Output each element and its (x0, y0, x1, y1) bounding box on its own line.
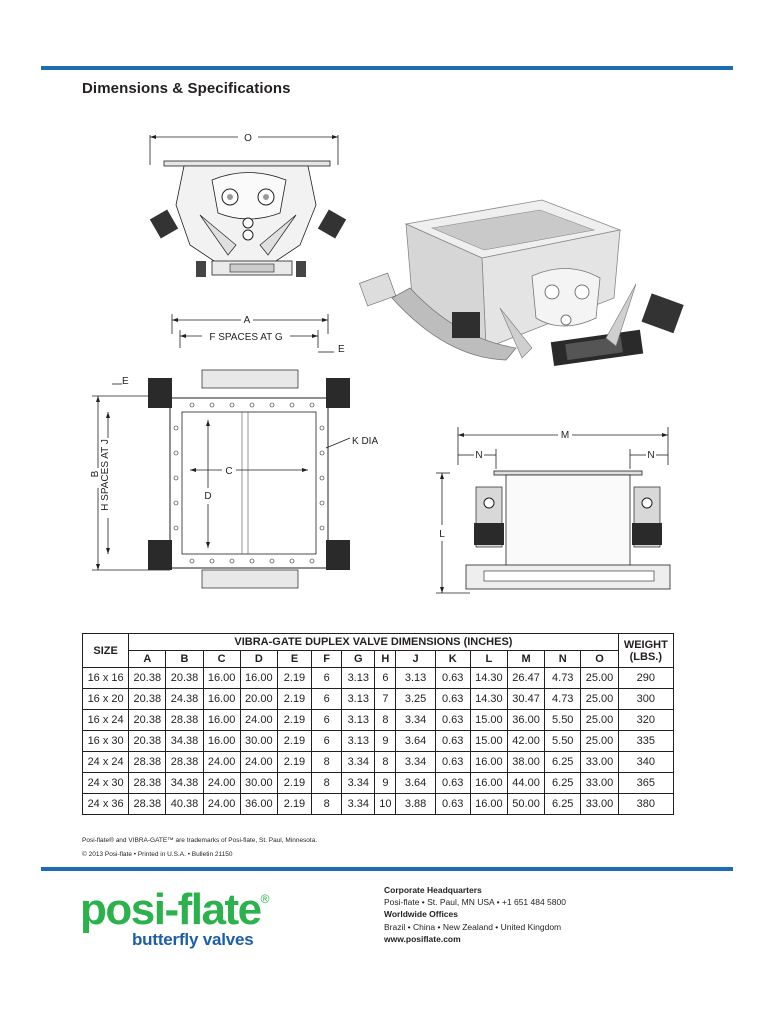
dimension-cell-a: 28.38 (129, 794, 166, 815)
dimension-cell-h: 7 (375, 689, 396, 710)
dimensions-table (82, 633, 674, 815)
dimension-cell-n: 6.25 (545, 773, 581, 794)
dimension-cell-g: 3.34 (342, 773, 375, 794)
dimension-cell-k: 0.63 (435, 794, 470, 815)
dimension-cell-o: 25.00 (581, 668, 618, 689)
table-row (83, 773, 674, 794)
column-header-m: M (507, 651, 544, 668)
weight-cell: 365 (618, 773, 673, 794)
hq-line: Posi-flate • St. Paul, MN USA • +1 651 484 5800 (384, 897, 566, 908)
dim-c-label: C (225, 466, 233, 477)
dimension-cell-g: 3.13 (342, 731, 375, 752)
dimension-cell-d: 30.00 (240, 773, 277, 794)
dimension-cell-l: 16.00 (470, 773, 507, 794)
dimension-cell-h: 9 (375, 773, 396, 794)
table-body (83, 668, 674, 815)
dimension-cell-l: 14.30 (470, 689, 507, 710)
column-header-c: C (203, 651, 240, 668)
dimension-cell-g: 3.13 (342, 710, 375, 731)
dimension-cell-c: 24.00 (203, 752, 240, 773)
dimension-cell-f: 6 (312, 668, 342, 689)
size-header: SIZE (83, 634, 129, 668)
dimension-cell-f: 6 (312, 710, 342, 731)
column-header-row (83, 651, 674, 668)
dimension-cell-n: 4.73 (545, 668, 581, 689)
dimension-cell-m: 36.00 (507, 710, 544, 731)
dimension-cell-m: 50.00 (507, 794, 544, 815)
dimension-cell-j: 3.34 (396, 710, 435, 731)
dimension-cell-c: 16.00 (203, 731, 240, 752)
column-header-n: N (545, 651, 581, 668)
dimension-cell-n: 5.50 (545, 710, 581, 731)
isometric-view-drawing (356, 188, 692, 388)
column-header-h: H (375, 651, 396, 668)
dim-n-left-label: N (475, 450, 483, 461)
size-cell: 24 x 30 (83, 773, 129, 794)
dimension-cell-o: 25.00 (581, 731, 618, 752)
website-link[interactable]: www.posiflate.com (384, 933, 461, 944)
dimension-cell-a: 20.38 (129, 731, 166, 752)
size-cell: 16 x 24 (83, 710, 129, 731)
section-title: Dimensions & Specifications (82, 80, 291, 97)
dimension-cell-o: 33.00 (581, 794, 618, 815)
dimension-cell-m: 44.00 (507, 773, 544, 794)
top-view-drawing (140, 125, 360, 295)
dimension-cell-b: 20.38 (166, 668, 203, 689)
dimension-cell-n: 6.25 (545, 794, 581, 815)
dimension-cell-h: 8 (375, 710, 396, 731)
dimension-cell-d: 20.00 (240, 689, 277, 710)
dimension-cell-f: 6 (312, 689, 342, 710)
dimension-cell-d: 24.00 (240, 710, 277, 731)
column-header-l: L (470, 651, 507, 668)
column-header-g: G (342, 651, 375, 668)
dimension-cell-f: 6 (312, 731, 342, 752)
dimension-cell-n: 4.73 (545, 689, 581, 710)
dim-f-spaces-label: F SPACES AT G (209, 332, 283, 343)
dimension-cell-n: 5.50 (545, 731, 581, 752)
dimension-cell-b: 40.38 (166, 794, 203, 815)
dimension-cell-d: 36.00 (240, 794, 277, 815)
dim-m-label: M (560, 430, 570, 441)
dimension-cell-f: 8 (312, 794, 342, 815)
dimension-cell-o: 25.00 (581, 689, 618, 710)
side-view-drawing (430, 425, 690, 600)
dimension-cell-o: 33.00 (581, 773, 618, 794)
logo-registered-mark: ® (260, 892, 270, 906)
dimension-cell-a: 20.38 (129, 689, 166, 710)
table-row (83, 731, 674, 752)
dimension-cell-e: 2.19 (277, 689, 311, 710)
column-header-k: K (435, 651, 470, 668)
dimension-cell-k: 0.63 (435, 668, 470, 689)
contact-block (384, 884, 566, 945)
dimension-cell-j: 3.25 (396, 689, 435, 710)
dimension-cell-e: 2.19 (277, 752, 311, 773)
dimension-cell-h: 8 (375, 752, 396, 773)
dimension-cell-e: 2.19 (277, 668, 311, 689)
weight-cell: 340 (618, 752, 673, 773)
dim-k-dia-label: K DIA (352, 436, 379, 447)
weight-cell: 335 (618, 731, 673, 752)
dimension-cell-e: 2.19 (277, 731, 311, 752)
weight-cell: 290 (618, 668, 673, 689)
dimension-cell-m: 42.00 (507, 731, 544, 752)
dimension-cell-e: 2.19 (277, 794, 311, 815)
bottom-rule (41, 867, 733, 871)
dimension-cell-m: 38.00 (507, 752, 544, 773)
column-header-o: O (581, 651, 618, 668)
logo-brand: posi-flate (80, 885, 261, 934)
dim-d-label: D (204, 491, 212, 502)
column-header-d: D (240, 651, 277, 668)
column-header-j: J (396, 651, 435, 668)
dimension-cell-a: 28.38 (129, 752, 166, 773)
dim-e-top-label: E (338, 344, 345, 355)
worldwide-heading: Worldwide Offices (384, 909, 458, 920)
dim-b-label: B (90, 470, 101, 478)
dimension-cell-c: 24.00 (203, 794, 240, 815)
column-header-e: E (277, 651, 311, 668)
dimension-cell-h: 9 (375, 731, 396, 752)
dimensions-group-header: VIBRA-GATE DUPLEX VALVE DIMENSIONS (INCHES) (129, 634, 618, 651)
dimension-cell-a: 20.38 (129, 710, 166, 731)
size-cell: 24 x 36 (83, 794, 129, 815)
table-row (83, 668, 674, 689)
dimension-cell-k: 0.63 (435, 752, 470, 773)
dimension-cell-e: 2.19 (277, 710, 311, 731)
dimension-cell-m: 30.47 (507, 689, 544, 710)
dimension-cell-j: 3.64 (396, 731, 435, 752)
dimension-cell-c: 16.00 (203, 689, 240, 710)
dimension-cell-b: 34.38 (166, 731, 203, 752)
dimension-cell-k: 0.63 (435, 710, 470, 731)
column-header-b: B (166, 651, 203, 668)
dim-l-label: L (439, 529, 445, 540)
dimension-cell-d: 30.00 (240, 731, 277, 752)
dim-h-spaces-label: H SPACES AT J (100, 439, 111, 511)
dimension-cell-l: 14.30 (470, 668, 507, 689)
weight-cell: 380 (618, 794, 673, 815)
dimension-cell-o: 25.00 (581, 710, 618, 731)
weight-cell: 320 (618, 710, 673, 731)
size-cell: 16 x 16 (83, 668, 129, 689)
logo-tagline: butterfly valves (132, 930, 254, 949)
plan-view-drawing (82, 308, 382, 598)
dimension-cell-b: 24.38 (166, 689, 203, 710)
dimension-cell-j: 3.64 (396, 773, 435, 794)
dimension-cell-d: 24.00 (240, 752, 277, 773)
dimension-cell-o: 33.00 (581, 752, 618, 773)
dimension-cell-g: 3.34 (342, 752, 375, 773)
dimension-cell-k: 0.63 (435, 689, 470, 710)
dimension-cell-f: 8 (312, 752, 342, 773)
dim-n-right-label: N (647, 450, 655, 461)
top-rule (41, 66, 733, 70)
dimension-cell-g: 3.34 (342, 794, 375, 815)
size-cell: 24 x 24 (83, 752, 129, 773)
dimension-cell-j: 3.88 (396, 794, 435, 815)
dimension-cell-c: 16.00 (203, 668, 240, 689)
dimension-cell-m: 26.47 (507, 668, 544, 689)
table-row (83, 752, 674, 773)
copyright-note: © 2013 Posi-flate • Printed in U.S.A. • Bulletin 21150 (82, 851, 233, 858)
dimension-cell-c: 16.00 (203, 710, 240, 731)
weight-header: WEIGHT (LBS.) (618, 634, 673, 668)
dimension-cell-j: 3.13 (396, 668, 435, 689)
dimension-cell-k: 0.63 (435, 731, 470, 752)
table-row (83, 710, 674, 731)
dimension-cell-h: 6 (375, 668, 396, 689)
size-cell: 16 x 20 (83, 689, 129, 710)
dimension-cell-d: 16.00 (240, 668, 277, 689)
dimension-cell-b: 34.38 (166, 773, 203, 794)
dimension-cell-l: 15.00 (470, 710, 507, 731)
dimension-cell-h: 10 (375, 794, 396, 815)
dimension-cell-l: 15.00 (470, 731, 507, 752)
dimension-cell-c: 24.00 (203, 773, 240, 794)
dimension-cell-j: 3.34 (396, 752, 435, 773)
dimension-cell-g: 3.13 (342, 668, 375, 689)
column-header-f: F (312, 651, 342, 668)
dim-e-left-label: E (122, 376, 129, 387)
dimension-cell-b: 28.38 (166, 752, 203, 773)
dimension-cell-g: 3.13 (342, 689, 375, 710)
dim-o-label: O (244, 133, 252, 144)
dimension-cell-a: 20.38 (129, 668, 166, 689)
dimension-cell-k: 0.63 (435, 773, 470, 794)
table-row (83, 794, 674, 815)
trademark-note: Posi-flate® and VIBRA-GATE™ are trademarks of Posi-flate, St. Paul, Minnesota. (82, 837, 318, 844)
worldwide-line: Brazil • China • New Zealand • United Kingdom (384, 921, 562, 932)
column-header-a: A (129, 651, 166, 668)
hq-heading: Corporate Headquarters (384, 885, 482, 895)
posi-flate-logo (80, 885, 270, 949)
table-row (83, 689, 674, 710)
weight-cell: 300 (618, 689, 673, 710)
dim-a-label: A (243, 315, 251, 326)
dimension-cell-a: 28.38 (129, 773, 166, 794)
dimension-cell-e: 2.19 (277, 773, 311, 794)
dimension-cell-l: 16.00 (470, 752, 507, 773)
size-cell: 16 x 30 (83, 731, 129, 752)
dimension-cell-n: 6.25 (545, 752, 581, 773)
dimension-cell-b: 28.38 (166, 710, 203, 731)
dimension-cell-f: 8 (312, 773, 342, 794)
dimension-cell-l: 16.00 (470, 794, 507, 815)
